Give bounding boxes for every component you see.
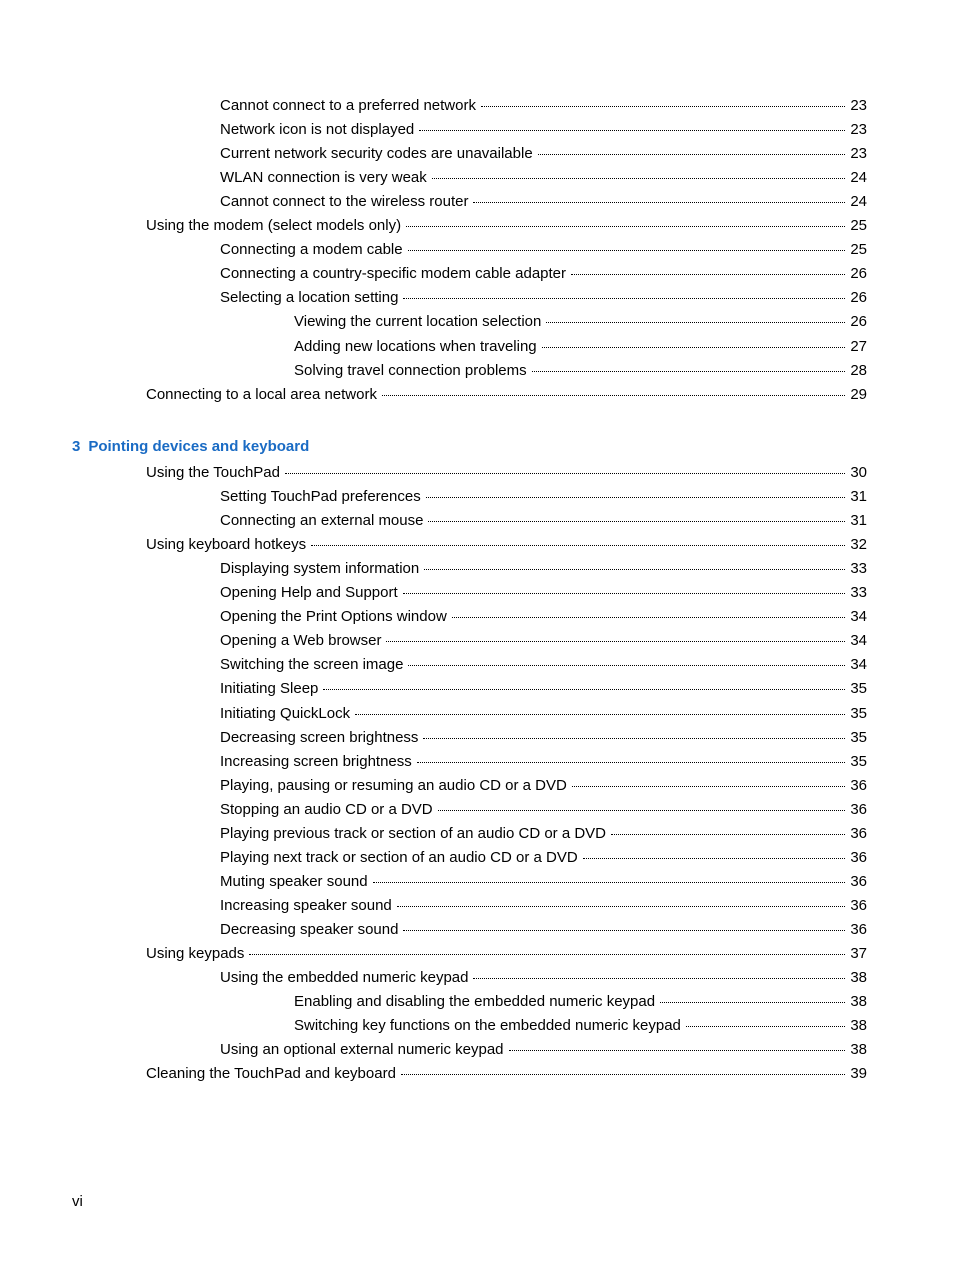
dot-leader	[285, 472, 845, 474]
toc-entry-title: Cannot connect to a preferred network	[220, 97, 476, 114]
toc-entry[interactable]	[220, 1040, 867, 1060]
dot-leader	[408, 249, 846, 251]
toc-entry-title: WLAN connection is very weak	[220, 169, 427, 186]
toc-entry-title: Decreasing screen brightness	[220, 729, 419, 746]
toc-entry[interactable]	[294, 337, 867, 357]
toc-entry-title: Stopping an audio CD or a DVD	[220, 801, 433, 818]
toc-entry[interactable]	[220, 288, 867, 308]
dot-leader	[481, 105, 845, 107]
dot-leader	[249, 953, 845, 955]
toc-entry[interactable]	[220, 872, 867, 892]
toc-entry[interactable]	[220, 583, 867, 603]
toc-entry-page-number: 32	[850, 536, 867, 553]
toc-entry[interactable]	[146, 216, 867, 236]
dot-leader	[373, 881, 846, 883]
toc-entry-page-number: 24	[850, 169, 867, 186]
dot-leader	[660, 1001, 845, 1003]
dot-leader	[403, 929, 845, 931]
toc-entry[interactable]	[220, 559, 867, 579]
dot-leader	[426, 496, 846, 498]
toc-entry-page-number: 24	[850, 193, 867, 210]
toc-entry-title: Connecting an external mouse	[220, 512, 424, 529]
chapter-number: 3	[72, 438, 81, 455]
dot-leader	[397, 905, 846, 907]
dot-leader	[403, 592, 846, 594]
toc-entry-title: Enabling and disabling the embedded numeric keypad	[294, 993, 656, 1010]
dot-leader	[417, 761, 846, 763]
toc-entry-title: Cannot connect to the wireless router	[220, 193, 469, 210]
toc-entry-title: Using the TouchPad	[146, 464, 280, 481]
toc-entry-page-number: 36	[850, 777, 867, 794]
toc-entry[interactable]	[220, 824, 867, 844]
toc-entry-title: Using the embedded numeric keypad	[220, 969, 469, 986]
dot-leader	[408, 664, 845, 666]
dot-leader	[438, 809, 846, 811]
toc-entry-title: Opening a Web browser	[220, 632, 382, 649]
toc-entry[interactable]	[220, 631, 867, 651]
toc-entry[interactable]	[294, 312, 867, 332]
toc-entry[interactable]	[220, 776, 867, 796]
toc-entry[interactable]	[220, 679, 867, 699]
toc-entry[interactable]	[220, 487, 867, 507]
dot-leader	[406, 225, 845, 227]
dot-leader	[428, 520, 845, 522]
toc-entry-page-number: 36	[850, 849, 867, 866]
toc-entry-title: Network icon is not displayed	[220, 121, 415, 138]
dot-leader	[386, 640, 845, 642]
dot-leader	[509, 1049, 846, 1051]
toc-entry[interactable]	[220, 120, 867, 140]
toc-entry[interactable]	[220, 96, 867, 116]
toc-entry-title: Viewing the current location selection	[294, 313, 542, 330]
toc-entry-title: Using keyboard hotkeys	[146, 536, 307, 553]
toc-entry-title: Current network security codes are unavailable	[220, 145, 533, 162]
dot-leader	[473, 977, 845, 979]
toc-entry-page-number: 29	[850, 386, 867, 403]
dot-leader	[546, 321, 845, 323]
toc-entry-title: Increasing speaker sound	[220, 897, 392, 914]
toc-entry[interactable]	[146, 463, 867, 483]
dot-leader	[403, 297, 845, 299]
toc-entry[interactable]	[220, 240, 867, 260]
toc-entry-title: Connecting a modem cable	[220, 241, 403, 258]
toc-entry[interactable]	[146, 944, 867, 964]
chapter-heading[interactable]	[72, 437, 309, 457]
toc-entry[interactable]	[294, 1016, 867, 1036]
dot-leader	[532, 370, 846, 372]
toc-entry-page-number: 30	[850, 464, 867, 481]
toc-entry-page-number: 25	[850, 241, 867, 258]
toc-entry[interactable]	[294, 992, 867, 1012]
toc-entry-page-number: 34	[850, 632, 867, 649]
dot-leader	[572, 785, 845, 787]
dot-leader	[583, 857, 846, 859]
toc-entry-title: Switching key functions on the embedded numeric keypad	[294, 1017, 681, 1034]
toc-entry[interactable]	[220, 192, 867, 212]
toc-entry-title: Playing, pausing or resuming an audio CD or a DVD	[220, 777, 567, 794]
dot-leader	[432, 177, 846, 179]
toc-entry-title: Setting TouchPad preferences	[220, 488, 421, 505]
dot-leader	[423, 737, 845, 739]
toc-entry-title: Using keypads	[146, 945, 245, 962]
dot-leader	[473, 201, 845, 203]
toc-entry-title: Connecting a country-specific modem cable adapter	[220, 265, 567, 282]
toc-entry-page-number: 26	[850, 313, 867, 330]
toc-entry-title: Using the modem (select models only)	[146, 217, 402, 234]
toc-entry-title: Initiating QuickLock	[220, 705, 351, 722]
toc-entry-page-number: 35	[850, 753, 867, 770]
toc-entry-page-number: 23	[850, 145, 867, 162]
toc-entry-page-number: 28	[850, 362, 867, 379]
toc-entry[interactable]	[220, 728, 867, 748]
dot-leader	[686, 1025, 845, 1027]
toc-entry-page-number: 36	[850, 921, 867, 938]
toc-entry-page-number: 35	[850, 680, 867, 697]
toc-entry[interactable]	[220, 607, 867, 627]
toc-entry-page-number: 36	[850, 873, 867, 890]
toc-entry-page-number: 26	[850, 289, 867, 306]
dot-leader	[542, 346, 846, 348]
toc-entry-page-number: 33	[850, 560, 867, 577]
dot-leader	[611, 833, 845, 835]
toc-entry-page-number: 36	[850, 825, 867, 842]
toc-entry[interactable]	[146, 385, 867, 405]
dot-leader	[571, 273, 845, 275]
toc-entry-page-number: 34	[850, 608, 867, 625]
toc-entry-page-number: 37	[850, 945, 867, 962]
toc-entry-page-number: 36	[850, 897, 867, 914]
toc-entry-page-number: 33	[850, 584, 867, 601]
toc-entry-page-number: 38	[850, 1017, 867, 1034]
dot-leader	[382, 394, 845, 396]
toc-entry[interactable]	[220, 704, 867, 724]
toc-entry[interactable]	[220, 896, 867, 916]
dot-leader	[323, 688, 845, 690]
toc-entry[interactable]	[146, 1064, 867, 1084]
toc-entry-page-number: 34	[850, 656, 867, 673]
toc-entry-title: Muting speaker sound	[220, 873, 368, 890]
dot-leader	[424, 568, 845, 570]
toc-entry[interactable]	[220, 264, 867, 284]
toc-entry-title: Displaying system information	[220, 560, 420, 577]
toc-entry-page-number: 38	[850, 969, 867, 986]
dot-leader	[452, 616, 846, 618]
toc-entry-page-number: 31	[850, 512, 867, 529]
toc-entry-page-number: 35	[850, 705, 867, 722]
toc-entry-title: Adding new locations when traveling	[294, 338, 537, 355]
toc-entry[interactable]	[220, 144, 867, 164]
toc-entry-page-number: 31	[850, 488, 867, 505]
toc-entry[interactable]	[220, 920, 867, 940]
toc-entry-title: Opening Help and Support	[220, 584, 398, 601]
toc-entry-title: Opening the Print Options window	[220, 608, 447, 625]
toc-entry[interactable]	[220, 800, 867, 820]
toc-entry[interactable]	[220, 752, 867, 772]
toc-entry[interactable]	[220, 848, 867, 868]
toc-entry[interactable]	[294, 361, 867, 381]
toc-entry-title: Using an optional external numeric keypad	[220, 1041, 504, 1058]
toc-entry-title: Playing previous track or section of an audio CD or a DVD	[220, 825, 607, 842]
toc-entry-title: Increasing screen brightness	[220, 753, 412, 770]
toc-entry[interactable]	[220, 511, 867, 531]
dot-leader	[538, 153, 846, 155]
toc-entry-page-number: 26	[850, 265, 867, 282]
toc-entry-title: Decreasing speaker sound	[220, 921, 399, 938]
toc-entry-title: Playing next track or section of an audio CD or a DVD	[220, 849, 578, 866]
footer-page-number: vi	[72, 1193, 83, 1210]
toc-entry-page-number: 39	[850, 1065, 867, 1082]
toc-entry-title: Switching the screen image	[220, 656, 404, 673]
dot-leader	[419, 129, 845, 131]
dot-leader	[401, 1073, 845, 1075]
toc-entry[interactable]	[220, 655, 867, 675]
toc-entry-page-number: 38	[850, 993, 867, 1010]
toc-entry-page-number: 35	[850, 729, 867, 746]
toc-entry[interactable]	[220, 968, 867, 988]
toc-entry[interactable]	[220, 168, 867, 188]
toc-entry-title: Cleaning the TouchPad and keyboard	[146, 1065, 396, 1082]
toc-entry-page-number: 36	[850, 801, 867, 818]
chapter-title: Pointing devices and keyboard	[88, 438, 310, 455]
toc-entry-title: Initiating Sleep	[220, 680, 319, 697]
toc-entry-title: Selecting a location setting	[220, 289, 399, 306]
dot-leader	[355, 713, 845, 715]
toc-entry-page-number: 23	[850, 121, 867, 138]
toc-entry-page-number: 25	[850, 217, 867, 234]
dot-leader	[311, 544, 845, 546]
toc-entry-page-number: 38	[850, 1041, 867, 1058]
toc-entry-title: Connecting to a local area network	[146, 386, 377, 403]
toc-entry-page-number: 27	[850, 338, 867, 355]
toc-entry[interactable]	[146, 535, 867, 555]
toc-entry-title: Solving travel connection problems	[294, 362, 527, 379]
toc-entry-page-number: 23	[850, 97, 867, 114]
